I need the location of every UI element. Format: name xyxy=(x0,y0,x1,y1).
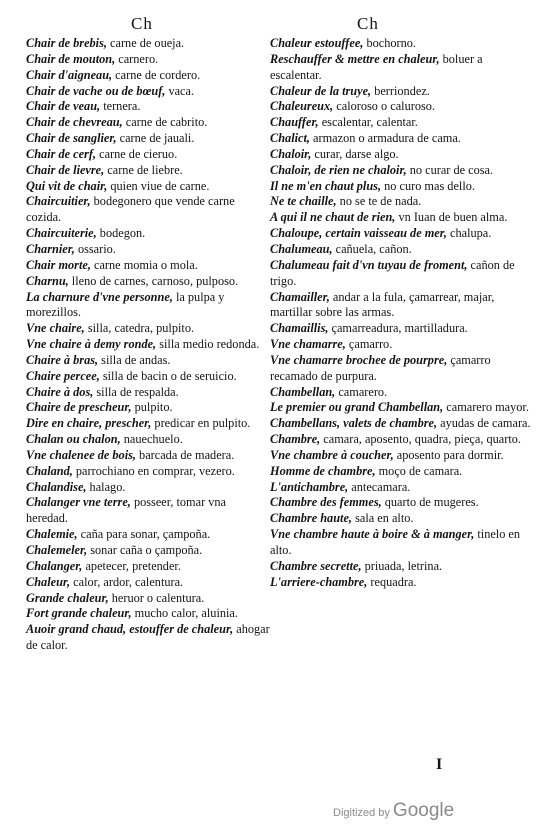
entry-definition: silla, catedra, pulpito. xyxy=(84,321,195,336)
dictionary-entry xyxy=(26,321,271,337)
entry-definition: predicar en pulpito. xyxy=(151,416,251,431)
entry-headword: Auoir grand chaud, estouffer de chaleur, xyxy=(26,622,234,637)
entry-headword: Chalan ou chalon, xyxy=(26,432,121,447)
entry-headword: Le premier ou grand Chambellan, xyxy=(270,400,444,415)
entry-headword: Chaleur de la truye, xyxy=(270,83,372,98)
dictionary-entry xyxy=(270,353,532,385)
entry-headword: L'arriere-chambre, xyxy=(270,574,368,589)
dictionary-entry xyxy=(270,448,532,464)
dictionary-entry xyxy=(270,84,532,100)
entry-definition: cañon de trigo. xyxy=(270,257,515,288)
entry-definition: curar, darse algo. xyxy=(311,146,399,161)
entry-definition: posseer, tomar vna heredad. xyxy=(26,495,226,526)
entry-definition: vaca. xyxy=(165,83,195,98)
dictionary-entry xyxy=(26,99,271,115)
entry-headword: Chaircuitier, xyxy=(26,194,91,209)
entry-headword: Chair morte, xyxy=(26,257,91,272)
entry-headword: Chaire de prescheur, xyxy=(26,400,132,415)
entry-headword: Chaland, xyxy=(26,463,73,478)
entry-definition: no curar de cosa. xyxy=(406,162,494,177)
entry-headword: Chair de sanglier, xyxy=(26,131,117,146)
entry-definition: sonar caña o çampoña. xyxy=(87,543,203,557)
entry-headword: Chamailler, xyxy=(270,289,330,304)
entry-definition: carne de cabrito. xyxy=(122,115,208,130)
entry-definition: carnero. xyxy=(115,51,159,66)
entry-headword: Qui vit de chair, xyxy=(26,178,108,193)
entry-headword: Chalandise, xyxy=(26,479,87,494)
dictionary-entry xyxy=(270,575,532,591)
dictionary-entry xyxy=(270,131,532,147)
dictionary-entry xyxy=(26,194,271,226)
entry-definition: silla medio redonda. xyxy=(156,337,260,352)
entry-definition: caloroso o caluroso. xyxy=(333,99,435,114)
dictionary-entry xyxy=(26,432,271,448)
dictionary-entry xyxy=(26,591,271,607)
dictionary-entry xyxy=(26,527,271,543)
entry-headword: Chaloir, xyxy=(270,146,312,161)
entry-definition: antecamara. xyxy=(348,479,411,494)
dictionary-entry xyxy=(26,242,271,258)
entry-definition: camarero. xyxy=(335,384,388,399)
entry-definition: caña para sonar, çampoña. xyxy=(77,527,211,542)
dictionary-entry xyxy=(270,52,532,84)
entry-definition: tinelo en alto. xyxy=(270,527,521,557)
entry-definition: ahogar de calor. xyxy=(26,622,270,653)
dictionary-entry xyxy=(270,210,532,226)
entry-headword: Chambellans, valets de chambre, xyxy=(270,416,438,431)
entry-headword: Il ne m'en chaut plus, xyxy=(270,178,382,193)
dictionary-entry xyxy=(26,68,271,84)
entry-headword: L'antichambre, xyxy=(270,479,349,494)
dictionary-entry xyxy=(270,511,532,527)
entry-definition: ternera. xyxy=(100,99,141,114)
entry-headword: Fort grande chaleur, xyxy=(26,606,132,621)
entry-definition: nauechuelo. xyxy=(120,432,183,447)
entry-definition: silla de andas. xyxy=(98,352,171,367)
entry-headword: Reschauffer & mettre en chaleur, xyxy=(270,51,440,66)
dictionary-entry xyxy=(26,416,271,432)
dictionary-entry xyxy=(26,258,271,274)
entry-headword: Chalumeau fait d'vn tuyau de froment, xyxy=(270,257,468,272)
entry-headword: Ne te chaille, xyxy=(270,194,337,209)
dictionary-entry xyxy=(26,147,271,163)
dictionary-entry xyxy=(26,163,271,179)
entry-definition: carne de jauali. xyxy=(116,131,195,146)
entry-definition: apetecer, pretender. xyxy=(82,558,181,573)
entry-definition: moço de camara. xyxy=(375,463,463,478)
entry-definition: quien viue de carne. xyxy=(107,178,210,193)
dictionary-entry xyxy=(26,179,271,195)
dictionary-entry xyxy=(270,527,532,559)
entry-definition: camara, aposento, quadra, pieça, quarto. xyxy=(320,432,521,447)
dictionary-entry xyxy=(270,258,532,290)
entry-definition: vn Iuan de buen alma. xyxy=(395,210,508,225)
entry-headword: La charnure d'vne personne, xyxy=(26,289,173,304)
entry-headword: Chambellan, xyxy=(270,384,336,399)
dictionary-entry xyxy=(26,543,271,559)
entry-definition: calor, ardor, calentura. xyxy=(70,574,184,589)
entry-definition: carne de cordero. xyxy=(112,67,201,82)
entry-headword: Chair de brebis, xyxy=(26,36,107,50)
entry-headword: Chauffer, xyxy=(270,115,319,130)
entry-headword: Chaloir, de rien ne chaloir, xyxy=(270,162,407,177)
dictionary-entry xyxy=(26,131,271,147)
entry-headword: Chaloupe, certain vaisseau de mer, xyxy=(270,226,447,241)
entry-definition: boluer a escalentar. xyxy=(270,51,483,82)
dictionary-entry xyxy=(26,385,271,401)
entry-definition: requadra. xyxy=(367,574,417,589)
dictionary-entry xyxy=(270,226,532,242)
dictionary-entry xyxy=(26,84,271,100)
entry-headword: Chalumeau, xyxy=(270,241,333,256)
dictionary-entry xyxy=(270,163,532,179)
entry-headword: Dire en chaire, prescher, xyxy=(26,416,152,431)
entry-headword: Chair de cerf, xyxy=(26,146,97,161)
dictionary-entry xyxy=(270,464,532,480)
entry-headword: Chair d'aigneau, xyxy=(26,67,113,82)
dictionary-column-left xyxy=(26,36,271,654)
dictionary-entry xyxy=(270,495,532,511)
entry-definition: berriondez. xyxy=(371,83,430,98)
entry-definition: silla de respalda. xyxy=(93,384,179,399)
dictionary-entry xyxy=(270,416,532,432)
entry-definition: escalentar, calentar. xyxy=(318,115,418,130)
entry-headword: Chair de mouton, xyxy=(26,51,116,66)
entry-headword: Chalanger vne terre, xyxy=(26,495,131,510)
entry-definition: aposento para dormir. xyxy=(393,447,504,462)
entry-headword: Vne chambre haute à boire & à manger, xyxy=(270,527,475,542)
dictionary-entry xyxy=(26,464,271,480)
google-watermark xyxy=(333,800,454,822)
signature-mark: I xyxy=(436,756,443,773)
entry-definition: çamarro. xyxy=(345,337,393,352)
entry-headword: Chaire à bras, xyxy=(26,352,99,367)
dictionary-entry xyxy=(26,353,271,369)
dictionary-entry xyxy=(26,36,271,52)
entry-headword: Chaircuiterie, xyxy=(26,226,97,241)
entry-definition: sala en alto. xyxy=(352,511,414,526)
dictionary-entry xyxy=(270,432,532,448)
watermark-brand: Google xyxy=(392,800,455,821)
entry-definition: la pulpa y morezillos. xyxy=(26,289,225,320)
dictionary-entry xyxy=(26,226,271,242)
entry-headword: Chaleureux, xyxy=(270,99,334,114)
dictionary-entry xyxy=(26,52,271,68)
dictionary-entry xyxy=(26,274,271,290)
entry-definition: cañuela, cañon. xyxy=(332,241,412,256)
dictionary-entry xyxy=(270,99,532,115)
entry-definition: parrochiano en comprar, vezero. xyxy=(72,463,235,478)
dictionary-entry xyxy=(270,400,532,416)
entry-headword: Chalemeler, xyxy=(26,543,88,557)
dictionary-entry xyxy=(26,480,271,496)
dictionary-entry xyxy=(270,290,532,322)
entry-definition: çamarreadura, martilladura. xyxy=(328,321,468,336)
running-head-left: Ch xyxy=(131,14,153,33)
entry-headword: Chaleur, xyxy=(26,574,71,589)
entry-definition: chalupa. xyxy=(446,226,492,241)
dictionary-entry xyxy=(270,36,532,52)
entry-headword: Chair de lievre, xyxy=(26,162,105,177)
entry-headword: Chalemie, xyxy=(26,527,78,542)
entry-definition: çamarro recamado de purpura. xyxy=(270,352,491,383)
dictionary-entry xyxy=(270,321,532,337)
dictionary-entry xyxy=(26,400,271,416)
dictionary-entry xyxy=(26,115,271,131)
entry-headword: Vne chaire, xyxy=(26,321,85,336)
entry-definition: pulpito. xyxy=(131,400,173,415)
entry-definition: carne de oueja. xyxy=(106,36,185,50)
entry-headword: Chambre haute, xyxy=(270,511,352,526)
dictionary-entry xyxy=(26,622,271,654)
dictionary-entry xyxy=(26,559,271,575)
entry-definition: lleno de carnes, carnoso, pulposo. xyxy=(68,273,239,288)
entry-headword: Vne chambre à coucher, xyxy=(270,447,394,462)
entry-definition: barcada de madera. xyxy=(135,447,235,462)
dictionary-entry xyxy=(270,179,532,195)
entry-headword: Chalict, xyxy=(270,131,310,146)
entry-headword: Chair de chevreau, xyxy=(26,115,123,130)
entry-definition: bodegon. xyxy=(96,226,146,241)
entry-definition: mucho calor, aluinia. xyxy=(131,606,238,621)
entry-headword: Chair de veau, xyxy=(26,99,101,114)
entry-headword: Chaleur estouffee, xyxy=(270,36,364,50)
entry-headword: Charnier, xyxy=(26,241,75,256)
dictionary-entry xyxy=(270,115,532,131)
dictionary-column-right xyxy=(270,36,532,591)
entry-headword: Vne chamarre, xyxy=(270,337,346,352)
entry-headword: Vne chaire à demy ronde, xyxy=(26,337,157,352)
entry-headword: Grande chaleur, xyxy=(26,590,109,605)
entry-headword: Vne chamarre brochee de pourpre, xyxy=(270,352,448,367)
entry-headword: Homme de chambre, xyxy=(270,463,376,478)
entry-definition: bochorno. xyxy=(363,36,416,50)
entry-definition: carne momia o mola. xyxy=(90,257,198,272)
dictionary-entry xyxy=(26,495,271,527)
entry-headword: Chair de vache ou de bœuf, xyxy=(26,83,166,98)
entry-definition: bodegonero que vende carne cozida. xyxy=(26,194,235,225)
entry-definition: priuada, letrina. xyxy=(361,558,443,573)
entry-definition: armazon o armadura de cama. xyxy=(309,131,461,146)
entry-definition: andar a la fula, çamarrear, majar, martillar sobre las armas. xyxy=(270,289,495,320)
entry-headword: Chambre, xyxy=(270,432,321,447)
entry-definition: silla de bacin o de seruicio. xyxy=(99,368,237,383)
dictionary-entry xyxy=(270,480,532,496)
entry-headword: A qui il ne chaut de rien, xyxy=(270,210,396,225)
entry-definition: heruor o calentura. xyxy=(108,590,205,605)
entry-headword: Chamaillis, xyxy=(270,321,329,336)
entry-headword: Chambre des femmes, xyxy=(270,495,382,510)
dictionary-entry xyxy=(270,385,532,401)
entry-definition: ayudas de camara. xyxy=(437,416,531,431)
entry-definition: no curo mas dello. xyxy=(381,178,475,193)
dictionary-entry xyxy=(270,559,532,575)
dictionary-entry xyxy=(26,606,271,622)
entry-headword: Chalanger, xyxy=(26,558,83,573)
dictionary-entry xyxy=(26,448,271,464)
dictionary-entry xyxy=(26,575,271,591)
entry-definition: quarto de mugeres. xyxy=(381,495,479,510)
watermark-prefix: Digitized by xyxy=(333,807,390,819)
entry-definition: ossario. xyxy=(74,241,116,256)
entry-headword: Chambre secrette, xyxy=(270,558,362,573)
entry-definition: no se te de nada. xyxy=(336,194,422,209)
dictionary-entry xyxy=(26,369,271,385)
entry-definition: carne de cieruo. xyxy=(96,146,178,161)
dictionary-entry xyxy=(270,147,532,163)
entry-headword: Chaire percee, xyxy=(26,368,100,383)
entry-headword: Vne chalenee de bois, xyxy=(26,447,136,462)
dictionary-entry xyxy=(26,337,271,353)
entry-definition: camarero mayor. xyxy=(443,400,529,415)
dictionary-entry xyxy=(270,194,532,210)
entry-headword: Chaire à dos, xyxy=(26,384,94,399)
dictionary-entry xyxy=(270,242,532,258)
entry-headword: Charnu, xyxy=(26,273,69,288)
dictionary-entry xyxy=(26,290,271,322)
running-head-right: Ch xyxy=(357,14,379,33)
entry-definition: halago. xyxy=(86,479,126,494)
entry-definition: carne de liebre. xyxy=(104,162,183,177)
dictionary-entry xyxy=(270,337,532,353)
